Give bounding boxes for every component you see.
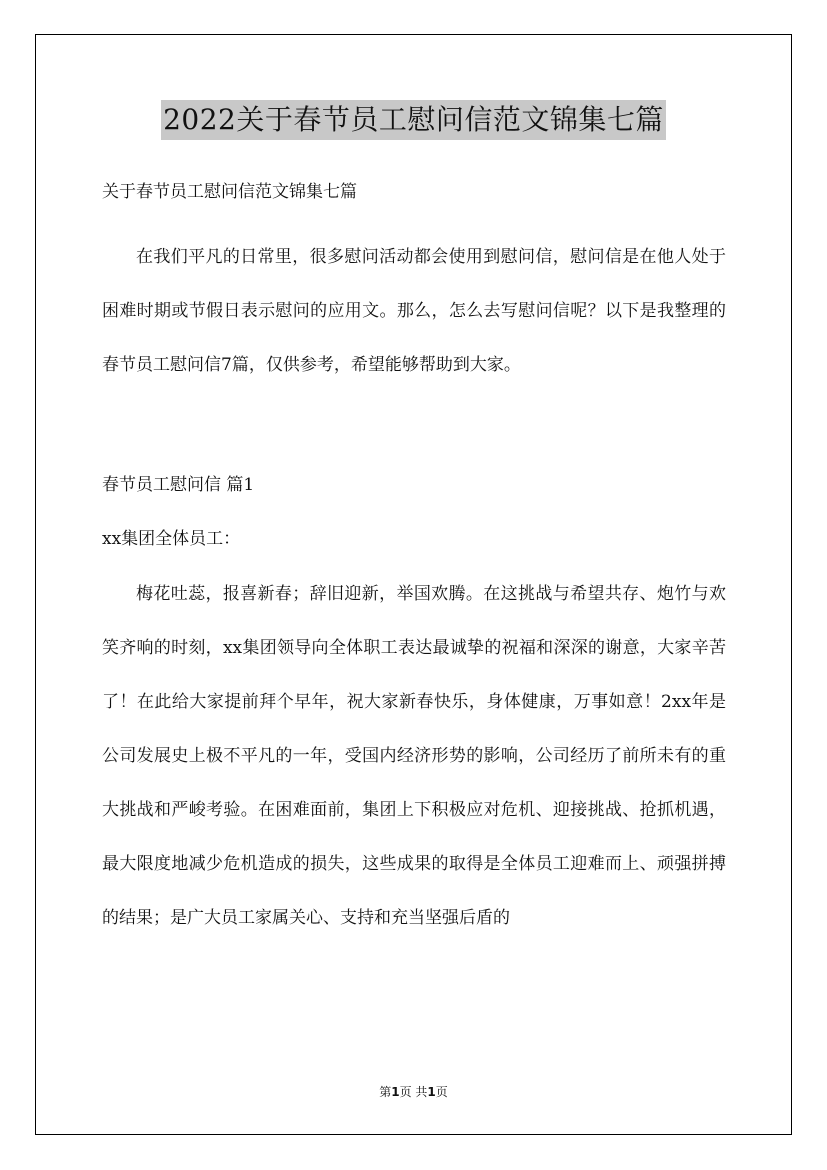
footer-total-post: 页 [435,1085,448,1099]
intro-paragraph: 在我们平凡的日常里，很多慰问活动都会使用到慰问信，慰问信是在他人处于困难时期或节假日表示慰问的应用文。那么，怎么去写慰问信呢？以下是我整理的春节员工慰问信7篇，仅供参考，希望能够帮助到大家。 [102,247,726,375]
document-title: 2022关于春节员工慰问信范文锦集七篇 [161,100,666,140]
salutation: xx集团全体员工： [102,529,241,549]
letter-paragraph: 梅花吐蕊，报喜新春；辞旧迎新，举国欢腾。在这挑战与希望共存、炮竹与欢笑齐响的时刻，xx集团领导向全体职工表达最诚挚的祝福和深深的谢意，大家辛苦了！在此给大家提前拜个早年，祝大家新春快乐，身体健康，万事如意！2xx年是公司发展史上极不平凡的一年，受国内经济形势的影响，公司经历了前所未有的重大挑战和严峻考验。在困难面前，集团上下积极应对危机、迎接挑战、抢抓机遇，最大限度地减少危机造成的损失，这些成果的取得是全体员工迎难而上、顽强拼搏的结果；是广大员工家属关心、支持和充当坚强后盾的 [102,584,726,928]
page-footer [0,1083,827,1100]
document-body [102,177,726,945]
title-container [0,100,827,140]
document-subtitle: 关于春节员工慰问信范文锦集七篇 [102,182,357,202]
footer-page-post: 页 共 [399,1085,428,1099]
footer-total-number: 1 [427,1085,436,1099]
footer-page-pre: 第 [379,1085,392,1099]
footer-page-number: 1 [391,1085,400,1099]
section-heading: 春节员工慰问信 篇1 [102,475,255,495]
